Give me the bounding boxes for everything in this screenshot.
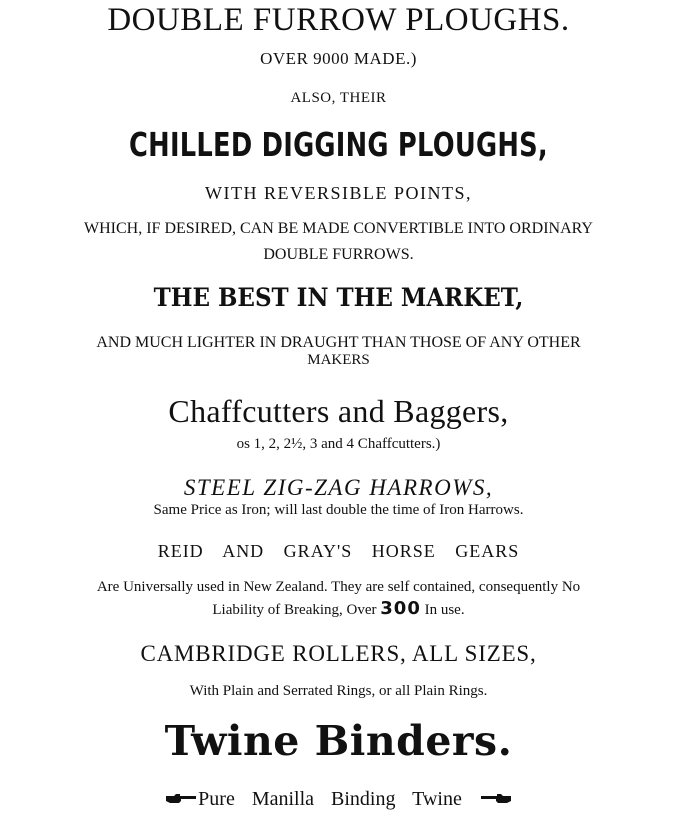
convertible-line-1: WHICH, IF DESIRED, CAN BE MADE CONVERTIBLE INTO ORDINARY <box>84 220 593 237</box>
lighter-draught-line-2: MAKERS <box>307 352 370 368</box>
heading-harrows: STEEL ZIG-ZAG HARROWS, <box>183 475 494 500</box>
also-their: ALSO, THEIR <box>290 90 387 106</box>
rings-note: With Plain and Serrated Rings, or all Plain Rings. <box>189 683 488 699</box>
twine-line <box>0 789 677 809</box>
heading-chaffcutters: Chaffcutters and Baggers, <box>168 393 509 429</box>
gears-line-2-prefix: Liability of Breaking, Over <box>212 602 377 618</box>
twine-text: Pure Manilla Binding Twine <box>198 788 462 810</box>
heading-best-in-market: THE BEST IN THE MARKET, <box>153 283 524 312</box>
heading-horse-gears: REID AND GRAY'S HORSE GEARS <box>157 541 520 561</box>
lighter-draught-line-1: AND MUCH LIGHTER IN DRAUGHT THAN THOSE OF ANY OTHER <box>96 334 581 351</box>
chaffcutter-sizes: os 1, 2, 2½, 3 and 4 Chaffcutters.) <box>236 436 441 452</box>
pointing-hand-right-icon <box>164 791 198 807</box>
reversible-points: WITH REVERSIBLE POINTS, <box>205 183 472 203</box>
gears-line-2-suffix: In use. <box>424 602 465 618</box>
made-count: OVER 9000 MADE.) <box>260 49 417 68</box>
pointing-hand-left-icon <box>479 791 513 807</box>
gears-line-1: Are Universally used in New Zealand. They are self contained, consequently No <box>96 579 581 595</box>
heading-twine-binders: Twine Binders. <box>164 717 513 765</box>
heading-cambridge-rollers: CAMBRIDGE ROLLERS, ALL SIZES, <box>140 641 537 666</box>
gears-count: 300 <box>380 598 421 619</box>
heading-chilled-digging-ploughs: CHILLED DIGGING PLOUGHS, <box>129 125 548 164</box>
heading-double-furrow-ploughs: DOUBLE FURROW PLOUGHS. <box>107 2 570 38</box>
harrows-note: Same Price as Iron; will last double the time of Iron Harrows. <box>153 502 524 518</box>
convertible-line-2: DOUBLE FURROWS. <box>263 246 414 263</box>
gears-line-2 <box>0 600 677 618</box>
